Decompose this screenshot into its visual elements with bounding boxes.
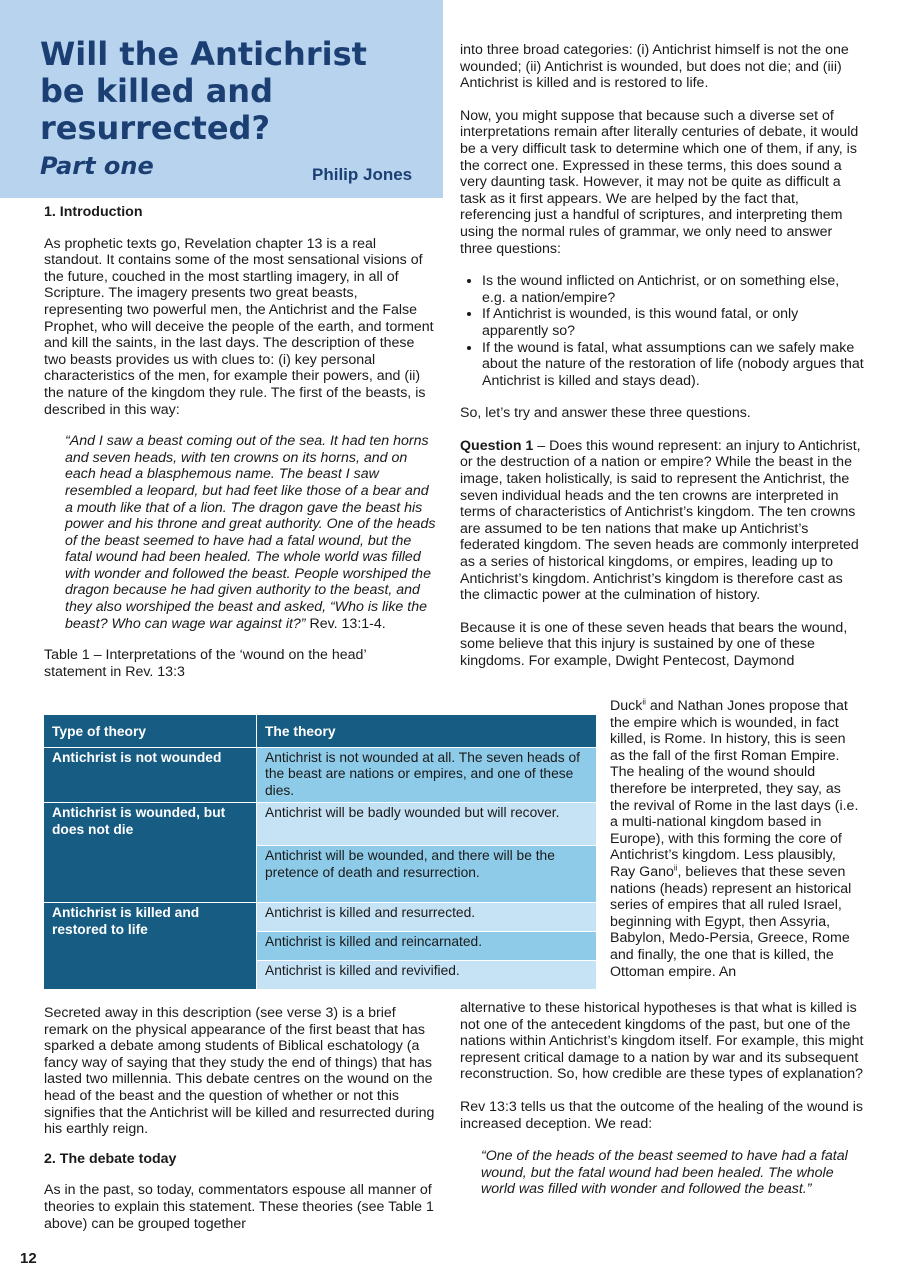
author-name: Philip Jones xyxy=(312,165,413,184)
intro-paragraph: As prophetic texts go, Revelation chapter 13 is a real standout. It contains some of the most sensational visions of the future, couched in the most startling imagery, in all of Scripture. The imagery presents two great beasts, representing two powerful men, the Antichrist and the False Prophet, who will deceive the people of the earth, and torment and kill the saints, in the last days. The description of these two beasts provides us with clues to: (i) key personal characteristics of the men, for example their powers, and (ii) the nature of the kingdom they rule. The first of the beasts, is described in this way: xyxy=(44,235,434,418)
table-header-type: Type of theory xyxy=(44,715,257,748)
debate-paragraph: As in the past, so today, commentators espouse all manner of theories to explain this statement. These theories (see Table 1 above) can be grouped together xyxy=(44,1182,434,1232)
theory-cell: Antichrist will be wounded, and there will be the pretence of death and resurrection. xyxy=(257,846,597,903)
scripture-quote-reference: Rev. 13:1-4. xyxy=(305,615,386,632)
list-item: • If Antichrist is wounded, is this wound fatal, or only apparently so? xyxy=(482,306,864,339)
categories-paragraph: into three broad categories: (i) Antichrist himself is not the one wounded; (ii) Antichrist is wounded, but does not die; and (iii) Antichrist is killed and is restored to life. xyxy=(460,42,849,92)
theory-type-cell: Antichrist is wounded, but does not die xyxy=(44,803,257,903)
answer-intro: So, let’s try and answer these three questions. xyxy=(460,405,751,422)
table-row xyxy=(44,903,597,932)
theories-table xyxy=(43,714,597,990)
table-header-row xyxy=(44,715,597,748)
page-number: 12 xyxy=(20,1250,37,1267)
theory-cell: Antichrist is killed and reincarnated. xyxy=(257,932,597,961)
task-paragraph: Now, you might suppose that because such a diverse set of interpretations remain after literally centuries of debate, it would be a very difficult task to determine which one of them, if any, is the correct one. Expressed in these terms, this does sound a very daunting task. However, it may not be quite as difficult a task as it first appears. We are helped by the fact that, referencing just a handful of scriptures, and interpreting them using the normal rules of grammar, we only need to answer three questions: xyxy=(460,107,859,257)
rev-quote: “One of the heads of the beast seemed to have had a fatal wound, but the fatal wound had been healed. The whole world was filled with wonder and followed the beast.” xyxy=(481,1148,848,1198)
theory-type-cell: Antichrist is killed and restored to life xyxy=(44,903,257,990)
theory-cell: Antichrist is killed and revivified. xyxy=(257,961,597,990)
right-wrap-column xyxy=(610,698,862,980)
section-heading-debate: 2. The debate today xyxy=(44,1150,177,1167)
title-banner xyxy=(0,0,443,198)
article-subtitle: Part one xyxy=(40,152,154,180)
theory-cell: Antichrist will be badly wounded but will recover. xyxy=(257,803,597,846)
deception-paragraph: Rev 13:3 tells us that the outcome of the healing of the wound is increased deception. We read: xyxy=(460,1098,864,1132)
question-one-label: Question 1 xyxy=(460,437,534,454)
question-one-text: – Does this wound represent: an injury to Antichrist, or the destruction of a nation or empire? While the beast in the image, taken holistically, is said to represent the Antichrist, the seven individual heads and the ten crowns are interpreted in terms of characteristics of Antichrist’s kingdom. The ten crowns are assumed to be ten nations that make up Antichrist’s federated kingdom. The seven heads are commonly interpreted as a series of historical kingdoms, or empires, leading up to Antichrist’s kingdom. Antichrist’s kingdom is therefore cast as the climactic power at the culmination of history. xyxy=(460,437,861,604)
table-row xyxy=(44,747,597,803)
list-item: • Is the wound inflicted on Antichrist, or on something else, e.g. a nation/empire? xyxy=(482,273,864,306)
left-column-bottom xyxy=(44,1005,436,1232)
theory-type-cell: Antichrist is not wounded xyxy=(44,747,257,803)
right-column xyxy=(460,42,864,670)
question-one-paragraph xyxy=(460,438,864,604)
article-title: Will the Antichrist be killed and resurrected? xyxy=(40,35,367,147)
kingdom-paragraph-wrap: Duck$^{ii}$ and Nathan Jones propose that the empire which is wounded, in fact killed, is Rome. In history, this is seen as the fall of the first Roman Empire. The healing of the wound should therefore be interpreted, they say, as the revival of Rome in the last days (i.e. a multi-national kingdom based in Europe), with this forming the core of Antichrist’s kingdom. Less plausibly, Ray Gano$^{ii}$, believes that these seven nations (heads) represent an historical series of empires that all ruled Israel, beginning with Egypt, then Assyria, Babylon, Medo-Persia, Greece, Rome and finally, the one that is killed, the Ottoman empire. An xyxy=(610,697,859,980)
list-item: • If the wound is fatal, what assumptions can we safely make about the nature of the restoration of life (nobody argues that Antichrist is killed and stays dead). xyxy=(482,340,864,390)
right-column-bottom xyxy=(460,1000,864,1198)
question-list xyxy=(460,273,864,389)
section-heading-introduction: 1. Introduction xyxy=(44,204,143,220)
table-row xyxy=(44,803,597,846)
theory-cell: Antichrist is killed and resurrected. xyxy=(257,903,597,932)
scripture-quote-text: “And I saw a beast coming out of the sea. It had ten horns and seven heads, with ten crowns on its horns, and on each head a blasphemous name. The beast I saw resembled a leopard, but had feet like those of a bear and a mouth like that of a lion. The dragon gave the beast his power and his throne and great authority. One of the heads of the beast seemed to have had a fatal wound, but the fatal wound had been healed. The whole world was filled with wonder and followed the beast. People worshiped the dragon because he had given authority to the beast, and they also worshiped the beast and asked, “Who is like the beast? Who can wage war against it?” xyxy=(65,433,436,632)
scripture-quote xyxy=(44,433,436,632)
footnote-marker: ii xyxy=(642,697,646,707)
footnote-marker: ii xyxy=(673,863,678,873)
left-column-top xyxy=(44,204,436,680)
theory-cell: Antichrist is not wounded at all. The seven heads of the beast are nations or empires, and one of these dies. xyxy=(257,747,597,803)
kingdom-paragraph-tail: alternative to these historical hypotheses is that what is killed is not one of the antecedent kingdoms of the past, but one of the nations within Antichrist’s kingdom itself. For example, this might represent critical damage to a nation by war and its subsequent reconstruction. So, how credible are these types of explanation? xyxy=(460,1000,864,1083)
kingdom-paragraph-lead: Because it is one of these seven heads that bears the wound, some believe that this injury is sustained by one of these kingdoms. For example, Dwight Pentecost, Daymond xyxy=(460,619,848,669)
table-caption: Table 1 – Interpretations of the ‘wound on the head’ statement in Rev. 13:3 xyxy=(44,647,367,680)
after-table-paragraph: Secreted away in this description (see verse 3) is a brief remark on the physical appearance of the first beast that has sparked a debate among students of Biblical eschatology (a fancy way of saying that they study the end of things) that has lasted two millennia. This debate centres on the wound on the head of the beast and the question of whether or not this signifies that the Antichrist will be killed and resurrected during his earthly reign. xyxy=(44,1005,435,1138)
table-header-theory: The theory xyxy=(257,715,597,748)
